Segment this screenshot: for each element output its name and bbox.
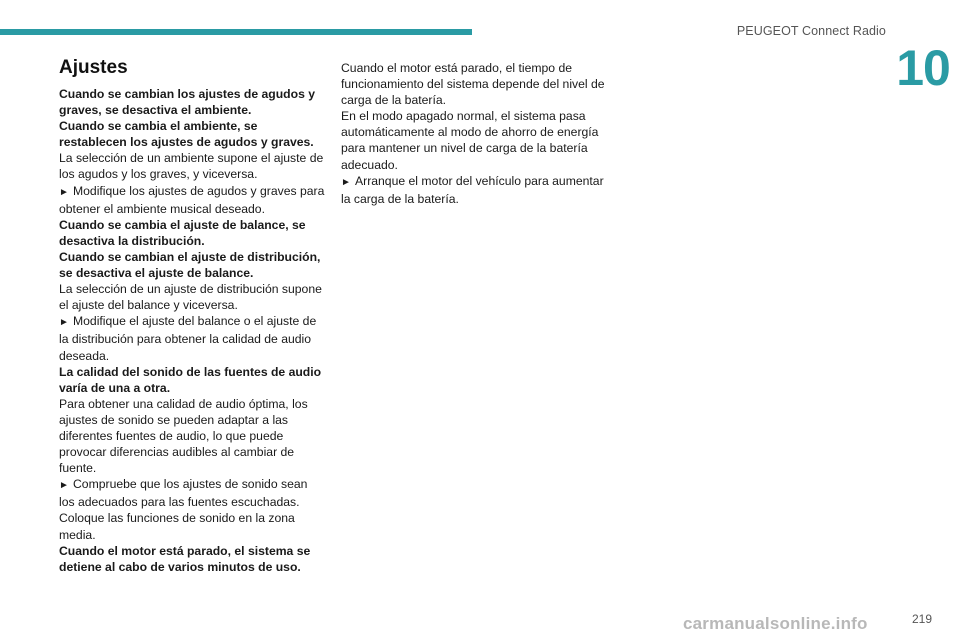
- right-column: [341, 60, 607, 207]
- bold-paragraph: [59, 249, 325, 281]
- arrow-bullet-icon: ►: [59, 186, 69, 198]
- paragraph-text: Cuando se cambia el ambiente, se restablecen los ajustes de agudos y graves.: [59, 119, 314, 150]
- instruction-paragraph: [59, 183, 325, 217]
- paragraph: [59, 281, 325, 313]
- left-column: [59, 56, 325, 575]
- section-title: Ajustes: [59, 57, 128, 78]
- arrow-bullet-icon: ►: [59, 317, 69, 329]
- instruction-paragraph: [341, 173, 607, 207]
- paragraph-text: Cuando se cambia el ajuste de balance, se desactiva la distribución.: [59, 217, 306, 248]
- bold-paragraph: [59, 86, 325, 118]
- paragraph-text: La calidad del sonido de las fuentes de audio varía de una a otra.: [59, 364, 322, 395]
- header-accent-bar: [0, 29, 472, 35]
- paragraph-text: Compruebe que los ajustes de sonido sean los adecuados para las fuentes escuchadas. Coloque las funciones de sonido en la zona media.: [59, 477, 308, 542]
- page-number: 219: [911, 612, 932, 626]
- paragraph: [59, 150, 325, 182]
- paragraph-text: En el modo apagado normal, el sistema pasa automáticamente al modo de ahorro de energía para mantener un nivel de carga de la batería adecuado.: [341, 109, 599, 172]
- bold-paragraph: [59, 118, 325, 150]
- paragraph-text: Cuando se cambian el ajuste de distribución, se desactiva el ajuste de balance.: [59, 249, 321, 281]
- paragraph: [341, 60, 607, 108]
- paragraph: [59, 396, 325, 476]
- paragraph-text: Cuando se cambian los ajustes de agudos y graves, se desactiva el ambiente.: [59, 87, 316, 118]
- instruction-paragraph: [59, 476, 325, 542]
- bold-paragraph: [59, 364, 325, 396]
- chapter-number: 10: [886, 43, 960, 99]
- bold-paragraph: [59, 217, 325, 249]
- watermark: carmanualsonline.info: [683, 614, 868, 633]
- right-paragraphs: [341, 60, 607, 207]
- left-paragraphs: [59, 86, 325, 575]
- bold-paragraph: [59, 543, 325, 575]
- running-header: PEUGEOT Connect Radio: [736, 24, 886, 38]
- paragraph-text: La selección de un ambiente supone el ajuste de los agudos y los graves, y viceversa.: [59, 151, 324, 182]
- paragraph-text: Cuando el motor está parado, el sistema se detiene al cabo de varios minutos de uso.: [59, 543, 311, 574]
- paragraph-text: Para obtener una calidad de audio óptima, los ajustes de sonido se pueden adaptar a las diferentes fuentes de audio, lo que puede provocar diferencias audibles al cambiar de fuente.: [59, 396, 308, 476]
- paragraph-text: Cuando el motor está parado, el tiempo de funcionamiento del sistema depende del nivel de carga de la batería.: [341, 61, 605, 108]
- instruction-paragraph: [59, 313, 325, 363]
- paragraph-text: Modifique los ajustes de agudos y graves para obtener el ambiente musical deseado.: [59, 183, 325, 216]
- paragraph: [341, 108, 607, 172]
- arrow-bullet-icon: ►: [59, 480, 69, 492]
- paragraph-text: La selección de un ajuste de distribución supone el ajuste del balance y viceversa.: [59, 282, 322, 313]
- paragraph-text: Modifique el ajuste del balance o el ajuste de la distribución para obtener la calidad de audio deseada.: [59, 314, 317, 363]
- paragraph-text: Arranque el motor del vehículo para aumentar la carga de la batería.: [341, 173, 604, 206]
- arrow-bullet-icon: ►: [341, 176, 351, 188]
